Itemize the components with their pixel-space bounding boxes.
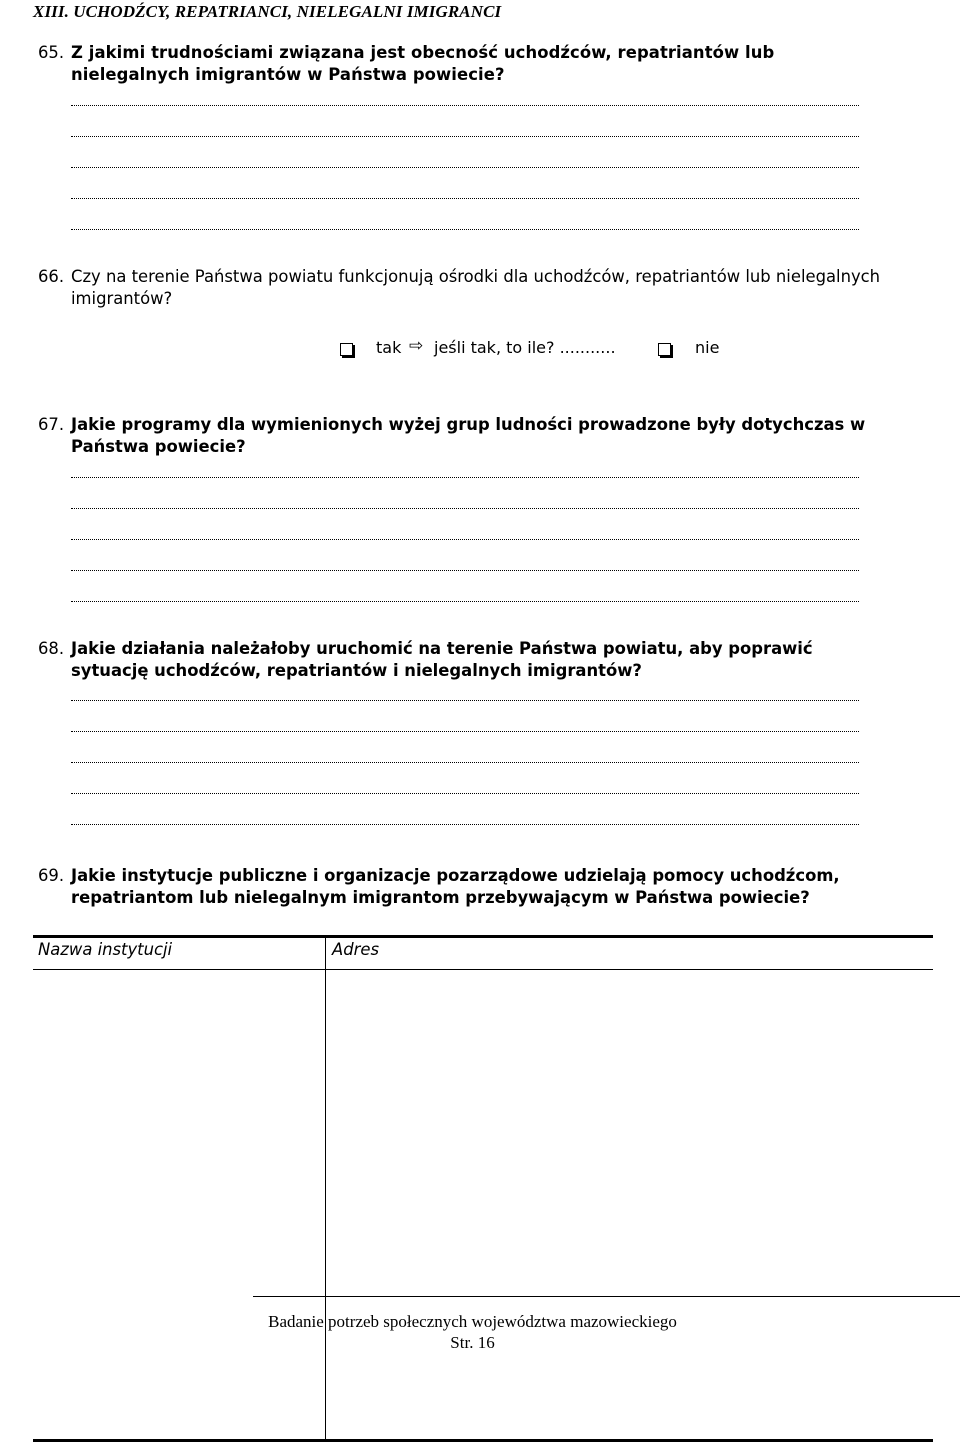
answer-line[interactable] [71, 728, 859, 732]
table-top-border [33, 935, 933, 938]
question-68 [38, 638, 881, 682]
question-65 [38, 42, 881, 86]
question-number: 68. [38, 639, 65, 658]
section-header: XIII. UCHODŹCY, REPATRIANCI, NIELEGALNI IMIGRANCI [33, 2, 502, 21]
answer-line[interactable] [71, 164, 859, 168]
answer-line[interactable] [71, 102, 859, 106]
question-number: 65. [38, 43, 65, 62]
answer-line[interactable] [71, 226, 859, 230]
answer-line[interactable] [71, 536, 859, 540]
answer-line[interactable] [71, 759, 859, 763]
question-text: Jakie programy dla wymienionych wyżej grup ludności prowadzone były dotychczas w Państwa powiecie? [71, 415, 866, 456]
question-69 [38, 865, 881, 909]
question-text: Czy na terenie Państwa powiatu funkcjonują ośrodki dla uchodźców, repatriantów lub nielegalnych imigrantów? [71, 267, 881, 308]
answer-line[interactable] [71, 195, 859, 199]
page-number: Str. 16 [450, 1333, 495, 1352]
option-yes-followup: jeśli tak, to ile? ........... [434, 338, 616, 357]
answer-line[interactable] [71, 567, 859, 571]
question-66 [38, 266, 881, 310]
answer-line[interactable] [71, 133, 859, 137]
footer-rule [253, 1296, 960, 1297]
table-header-divider [33, 969, 933, 970]
question-number: 69. [38, 866, 65, 885]
answer-line[interactable] [71, 821, 859, 825]
question-number: 66. [38, 267, 65, 286]
question-text: Jakie działania należałoby uruchomić na terenie Państwa powiatu, aby poprawić sytuację uchodźców, repatriantów i nielegalnych imigrantów? [71, 639, 813, 680]
question-text: Z jakimi trudnościami związana jest obecność uchodźców, repatriantów lub nielegalnych imigrantów w Państwa powiecie? [71, 43, 775, 84]
answer-line[interactable] [71, 697, 859, 701]
answer-line[interactable] [71, 790, 859, 794]
answer-line[interactable] [71, 598, 859, 602]
column-header-address: Adres [332, 940, 379, 959]
column-header-institution: Nazwa instytucji [38, 940, 173, 959]
checkbox-yes[interactable] [340, 343, 353, 356]
footer-title: Badanie potrzeb społecznych województwa mazowieckiego [268, 1312, 677, 1331]
question-67 [38, 414, 881, 458]
answer-line[interactable] [71, 474, 859, 478]
option-yes-label: tak [376, 338, 402, 357]
arrow-right-icon: ⇨ [409, 336, 424, 356]
table-column-divider [325, 937, 326, 1439]
question-text: Jakie instytucje publiczne i organizacje pozarządowe udzielają pomocy uchodźcom, repatriantom lub nielegalnym imigrantom przebywającym w Państwa powiecie? [71, 866, 840, 907]
checkbox-no[interactable] [658, 343, 671, 356]
answer-line[interactable] [71, 505, 859, 509]
question-number: 67. [38, 415, 65, 434]
option-no-label: nie [695, 338, 720, 357]
